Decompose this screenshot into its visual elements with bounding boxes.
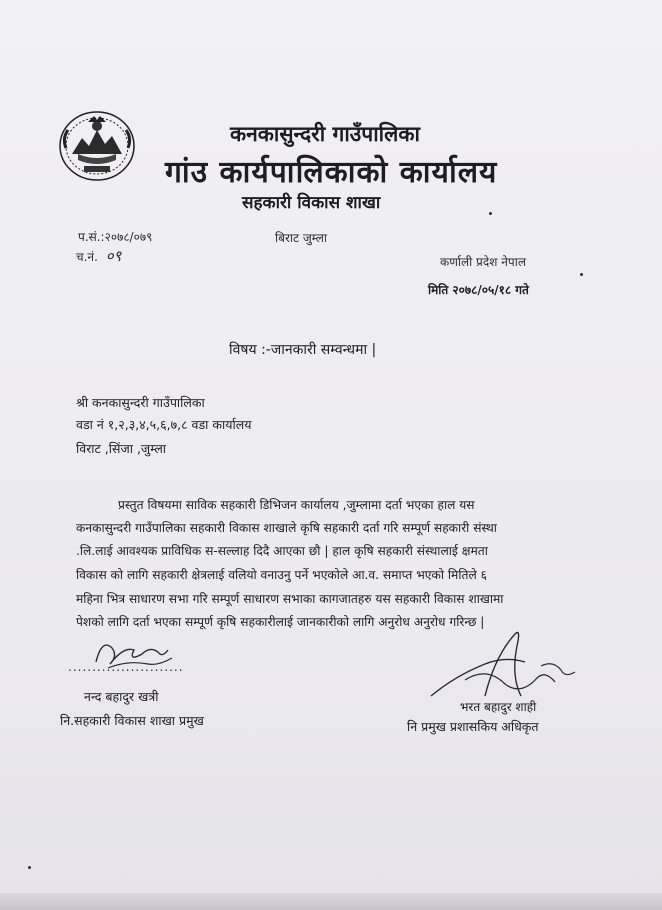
- recipient-line-2: वडा नं १,२,३,४,५,६,७,८ वडा कार्यालय: [76, 417, 252, 432]
- body-line: पेशको लागि दर्ता भएका सम्पूर्ण कृषि सहकारीलाई जानकारीको लागि अनुरोध अनुरोध गरिन्छ |: [76, 615, 485, 629]
- left-signatory-name: नन्द बहादुर खत्री: [84, 689, 159, 704]
- province-line: कर्णाली प्रदेश नेपाल: [440, 255, 526, 269]
- recipient-line-3: विराट ,सिंजा ,जुम्ला: [76, 441, 167, 456]
- recipient-line-1: श्री कनकासुन्दरी गाउँपालिका: [76, 395, 205, 410]
- paper-speck: [580, 273, 583, 276]
- paper-speck: [28, 866, 31, 869]
- paper-speck: [489, 212, 492, 215]
- office-title: गांउ कार्यपालिकाको कार्यालय: [165, 155, 498, 190]
- issue-number-label: च.नं.: [76, 250, 98, 264]
- right-handwritten-signature: [425, 626, 585, 706]
- nepal-government-emblem-icon: [58, 108, 136, 182]
- scan-edge-shadow: [0, 893, 662, 910]
- body-line: विकास को लागि सहकारी क्षेत्रलाई वलियो वनाउनु पर्ने भएकोले आ.व. समाप्त भएको मितिले ६: [76, 568, 487, 582]
- reference-number: प.सं.:२०७८/०७९: [78, 230, 153, 244]
- office-address: बिराट जुम्ला: [275, 231, 327, 245]
- body-line: महिना भित्र साधारण सभा गरि सम्पूर्ण साधारण सभाका कागजातहरु यस सहकारी विकास शाखामा: [76, 592, 504, 606]
- branch-name: सहकारी विकास शाखा: [242, 193, 381, 213]
- issue-number-value: ०९: [105, 247, 122, 265]
- signature-dotted-line: ........................: [68, 660, 184, 674]
- right-signatory-title: नि प्रमुख प्रशासकिय अधिकृत: [407, 719, 539, 734]
- issue-number: [76, 246, 121, 266]
- subject-line: विषय :-जानकारी सम्वन्धमा |: [229, 342, 377, 358]
- right-signatory-name: भरत बहादुर शाही: [460, 700, 537, 714]
- body-line: प्रस्तुत विषयमा साविक सहकारी डिभिजन कार्यालय ,जुम्लामा दर्ता भएका हाल यस: [118, 498, 475, 512]
- body-line: कनकासुन्दरी गाउँपालिका सहकारी विकास शाखाले कृषि सहकारी दर्ता गरि सम्पूर्ण सहकारी संस्था: [76, 521, 497, 535]
- letter-date: मिति २०७८/०५/१८ गते: [428, 283, 529, 297]
- municipality-name: कनकासुन्दरी गाउँपालिका: [230, 122, 420, 146]
- body-line: .लि.लाई आवश्यक प्राविधिक स-सल्लाह दिदै आएका छौ | हाल कृषि सहकारी संस्थालाई क्षमता: [76, 544, 488, 558]
- left-signatory-title: नि.सहकारी विकास शाखा प्रमुख: [60, 713, 204, 728]
